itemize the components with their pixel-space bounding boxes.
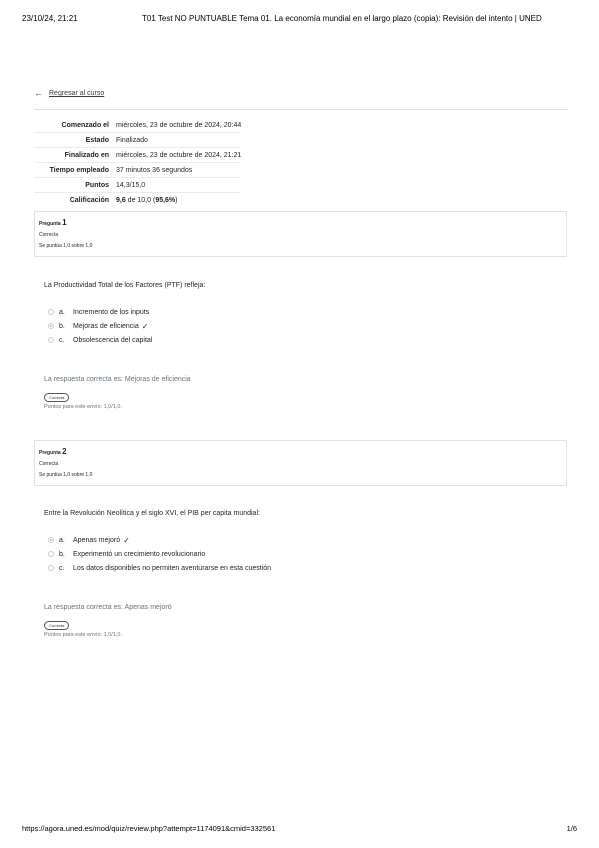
question-1-text: La Productividad Total de los Factores (PTF) refleja: <box>44 282 206 289</box>
summary-value: Finalizado <box>116 136 148 144</box>
question-1-mark: Puntos para este envío: 1,0/1,0. <box>44 404 122 410</box>
arrow-left-icon: ← <box>34 88 43 98</box>
print-footer <box>22 824 577 836</box>
answer-letter: b. <box>59 322 65 330</box>
question-2-info <box>34 440 567 486</box>
summary-label: Puntos <box>85 181 109 189</box>
answer-text: Mejoras de eficiencia <box>73 322 139 330</box>
question-2-mark: Puntos para este envío: 1,0/1,0. <box>44 632 122 638</box>
question-2-answers <box>48 533 271 575</box>
answer-letter: c. <box>59 336 65 344</box>
question-grade: Se puntúa 1,0 sobre 1,0 <box>39 472 93 478</box>
print-url: https://agora.uned.es/mod/quiz/review.php?attempt=1174091&cmid=332561 <box>22 824 276 833</box>
question-state: Correcta <box>39 461 59 467</box>
radio-button-checked[interactable] <box>48 323 54 329</box>
radio-button-checked[interactable] <box>48 537 54 543</box>
answer-option[interactable] <box>48 561 271 575</box>
summary-label: Comenzado el <box>61 121 109 129</box>
summary-value: miércoles, 23 de octubre de 2024, 20:44 <box>116 121 242 129</box>
radio-button[interactable] <box>48 337 54 343</box>
question-prefix: Pregunta <box>39 450 61 456</box>
print-header <box>22 14 577 26</box>
back-to-course-link[interactable] <box>34 89 104 98</box>
answer-text: Obsolescencia del capital <box>73 336 153 344</box>
answer-text: Los datos disponibles no permiten aventurarse en esta cuestión <box>73 564 272 572</box>
answer-option[interactable] <box>48 547 271 561</box>
checkmark-icon: ✓ <box>141 321 149 331</box>
radio-button[interactable] <box>48 551 54 557</box>
question-number-value: 2 <box>62 447 67 456</box>
question-number <box>39 446 562 459</box>
print-page-title: T01 Test NO PUNTUABLE Tema 01. La economía mundial en el largo plazo (copia): Revisión del intento | UNED <box>142 14 542 23</box>
answer-letter: c. <box>59 564 65 572</box>
summary-row <box>34 148 241 163</box>
divider <box>34 109 568 110</box>
answer-option[interactable] <box>48 319 152 333</box>
grade-value-cell <box>114 193 241 208</box>
question-1-answers <box>48 305 152 347</box>
question-1-info <box>34 211 567 257</box>
summary-row-grade <box>34 193 241 208</box>
grade-end-text: ) <box>175 196 178 204</box>
summary-value: 37 minutos 36 segundos <box>116 166 193 174</box>
back-link-label[interactable]: Regresar al curso <box>49 90 105 97</box>
radio-button[interactable] <box>48 565 54 571</box>
summary-row <box>34 163 241 178</box>
grade-mid-text: de 10,0 ( <box>125 196 156 204</box>
answer-option[interactable] <box>48 533 271 547</box>
answer-letter: a. <box>59 536 65 544</box>
grade-value: 9,6 <box>116 196 126 204</box>
print-page-number: 1/6 <box>566 824 577 833</box>
answer-text: Experimentó un crecimiento revolucionario <box>73 550 206 558</box>
question-1-correct-badge: Correcta <box>44 393 69 402</box>
summary-row <box>34 133 241 148</box>
question-number-value: 1 <box>62 218 67 227</box>
grade-percent: 95,6% <box>155 196 176 204</box>
answer-letter: b. <box>59 550 65 558</box>
question-grade: Se puntúa 1,0 sobre 1,0 <box>39 243 93 249</box>
question-prefix: Pregunta <box>39 221 61 227</box>
answer-text: Incremento de los inputs <box>73 308 150 316</box>
summary-value: 14,3/15,0 <box>116 181 146 189</box>
checkmark-icon: ✓ <box>123 535 130 545</box>
summary-label: Finalizado en <box>64 151 109 159</box>
summary-label: Estado <box>85 136 109 144</box>
summary-row <box>34 118 241 133</box>
question-number <box>39 217 562 230</box>
question-state: Correcta <box>39 232 59 238</box>
question-2-text: Entre la Revolución Neolítica y el siglo XVI, el PIB per capita mundial: <box>44 510 260 517</box>
print-datetime: 23/10/24, 21:21 <box>22 14 78 23</box>
attempt-summary-table <box>34 118 241 207</box>
grade-label: Calificación <box>69 196 109 204</box>
answer-option[interactable] <box>48 305 152 319</box>
summary-label: Tiempo empleado <box>49 166 109 174</box>
summary-value: miércoles, 23 de octubre de 2024, 21:21 <box>116 151 242 159</box>
radio-button[interactable] <box>48 309 54 315</box>
question-1-right-answer: La respuesta correcta es: Mejoras de eficiencia <box>44 376 191 383</box>
summary-row <box>34 178 241 193</box>
answer-letter: a. <box>59 308 65 316</box>
question-2-right-answer: La respuesta correcta es: Apenas mejoró <box>44 604 172 611</box>
answer-text: Apenas mejoró <box>73 536 121 544</box>
question-2-correct-badge: Correcta <box>44 621 69 630</box>
answer-option[interactable] <box>48 333 152 347</box>
